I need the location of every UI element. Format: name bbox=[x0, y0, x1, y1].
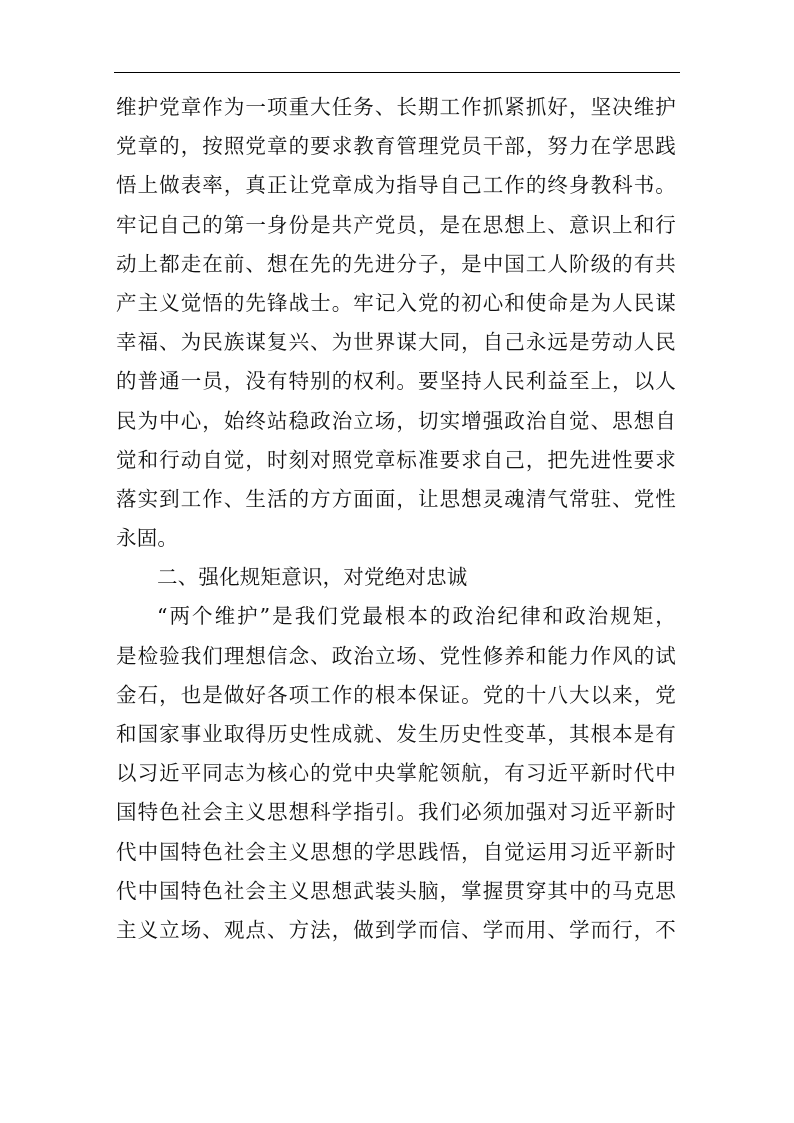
text-line: 民为中心，始终站稳政治立场，切实增强政治自觉、思想自 bbox=[116, 408, 676, 433]
text-line: 和国家事业取得历史性成就、发生历史性变革，其根本是有 bbox=[116, 722, 676, 746]
text-line: 维护党章作为一项重大任务、长期工作抓紧抓好，坚决维护 bbox=[116, 95, 676, 119]
text-line: 动上都走在前、想在先的先进分子，是中国工人阶级的有共 bbox=[116, 251, 676, 276]
header-rule bbox=[114, 72, 680, 73]
text-line: 悟上做表率，真正让党章成为指导自己工作的终身教科书。 bbox=[116, 173, 676, 198]
text-line: 代中国特色社会主义思想的学思践悟，自觉运用习近平新时 bbox=[116, 839, 676, 864]
text-line: 国特色社会主义思想科学指引。我们必须加强对习近平新时 bbox=[116, 800, 676, 825]
text-line: 以习近平同志为核心的党中央掌舵领航，有习近平新时代中 bbox=[116, 761, 676, 786]
text-line: 是检验我们理想信念、政治立场、党性修养和能力作风的试 bbox=[116, 643, 676, 668]
text-line: 牢记自己的第一身份是共产党员，是在思想上、意识上和行 bbox=[116, 212, 676, 237]
text-line: 永固。 bbox=[116, 526, 179, 551]
text-line: 党章的，按照党章的要求教育管理党员干部，努力在学思践 bbox=[116, 134, 676, 159]
text-line: 觉和行动自觉，时刻对照党章标准要求自己，把先进性要求 bbox=[116, 447, 676, 472]
section-heading: 二、强化规矩意识，对党绝对忠诚 bbox=[157, 565, 468, 590]
text-line: 产主义觉悟的先锋战士。牢记入党的初心和使命是为人民谋 bbox=[116, 290, 676, 315]
text-line: 主义立场、观点、方法，做到学而信、学而用、学而行，不 bbox=[116, 917, 676, 942]
body-text bbox=[116, 88, 676, 950]
text-line: 落实到工作、生活的方方面面，让思想灵魂清气常驻、党性 bbox=[116, 486, 676, 511]
text-line: 幸福、为民族谋复兴、为世界谋大同，自己永远是劳动人民 bbox=[116, 330, 676, 355]
text-line: 金石，也是做好各项工作的根本保证。党的十八大以来，党 bbox=[116, 682, 676, 707]
text-line: “两个维护”是我们党最根本的政治纪律和政治规矩， bbox=[157, 604, 676, 629]
text-line: 的普通一员，没有特别的权利。要坚持人民利益至上，以人 bbox=[116, 369, 676, 394]
text-line: 代中国特色社会主义思想武装头脑，掌握贯穿其中的马克思 bbox=[116, 878, 676, 903]
